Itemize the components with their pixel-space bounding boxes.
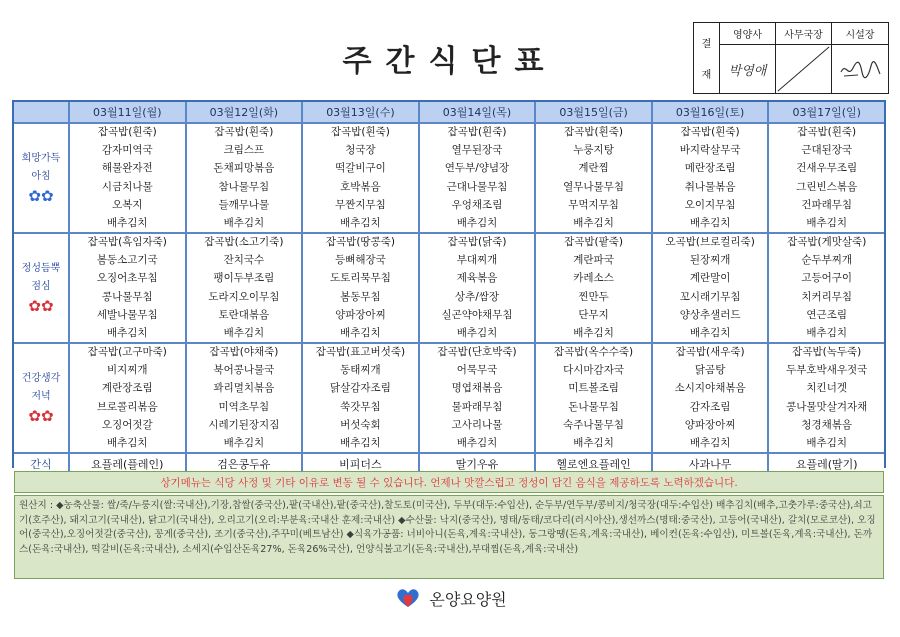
menu-item: 해물완자전 (101, 162, 153, 175)
approval-label-bottom: 재 (701, 70, 712, 81)
menu-item: 배추김치 (806, 326, 847, 339)
menu-item: 잡곡밥(표고버섯죽) (315, 346, 406, 358)
meal-label-line: 아침 (31, 171, 51, 182)
menu-item: 무먹지무침 (568, 198, 619, 211)
meal-label-line: 건강생각 (21, 373, 61, 384)
snack-cell: 사과나무 (653, 454, 768, 474)
menu-item: 잡곡밥(새우죽) (675, 346, 745, 358)
menu-item: 고등어구이 (801, 272, 853, 285)
menu-item: 배추김치 (106, 216, 148, 229)
menu-item: 버섯숙회 (340, 418, 381, 431)
day-header: 03월16일(토) (653, 102, 768, 122)
menu-item: 두부호박새우젓국 (786, 364, 868, 377)
menu-item: 부대찌개 (456, 254, 498, 267)
approval-box (693, 22, 889, 94)
menu-cell (653, 234, 768, 342)
org-name: 온양요양원 (429, 589, 507, 609)
menu-item: 잡곡밥(고구마죽) (87, 346, 167, 358)
menu-item: 등뼈해장국 (335, 254, 386, 267)
menu-item: 열무된장국 (451, 144, 503, 157)
menu-item: 미역초무침 (218, 400, 270, 413)
menu-item: 누룽지탕 (573, 144, 614, 157)
menu-item: 양파장아찌 (335, 308, 386, 321)
day-header: 03월14일(목) (420, 102, 535, 122)
snack-cell: 헬로엔요플레인 (536, 454, 651, 474)
menu-item: 시레기된장지짐 (208, 418, 280, 431)
weekly-menu-table (14, 102, 884, 474)
menu-item: 배추김치 (689, 436, 731, 449)
day-header: 03월17일(일) (769, 102, 884, 122)
signature-dietitian: 박영애 (720, 45, 776, 93)
menu-cell (187, 234, 302, 342)
menu-item: 계란파국 (573, 254, 614, 267)
menu-item: 배추김치 (340, 326, 381, 339)
menu-item: 상추/쌈장 (454, 290, 500, 303)
menu-item: 잡곡밥(흰죽) (97, 126, 157, 138)
menu-item: 숙주나물무침 (563, 418, 624, 431)
menu-item: 배추김치 (223, 436, 265, 449)
menu-item: 배추김치 (456, 216, 498, 229)
menu-item: 순두부찌개 (801, 254, 853, 267)
approval-role-manager: 사무국장 (776, 23, 832, 45)
menu-item: 닭살감자조림 (329, 382, 391, 395)
menu-item: 찐만두 (578, 290, 609, 303)
menu-item: 팽이두부조림 (213, 272, 275, 285)
approval-label (694, 23, 720, 93)
approval-role-director: 시설장 (832, 23, 888, 45)
menu-cell (187, 344, 302, 452)
menu-item: 물파래무침 (451, 400, 503, 413)
menu-item: 오복지 (112, 198, 143, 211)
menu-item: 근대나물무침 (446, 180, 508, 193)
menu-item: 계란찜 (578, 162, 609, 175)
menu-item: 연두부/양념장 (444, 162, 510, 175)
menu-item: 실곤약야채무침 (441, 308, 513, 321)
origin-info: 원산지 : ◆농축산물: 쌀/죽/누룽지(쌀:국내산),기장,찹쌀(중국산),팥(국내산),팥(중국산),찰도토(미국산), 두부(대두:수입산), 순두부/연두부/콩비지/청국장(대두:수입산) 배추김치(배추,고춧가루:중국산),쇠고기(호주산), 돼지고기(국내산), 닭고기(국내산), 오리고기(오리:부분육:국내산 훈제:국내산) ◆수산물: 낙지(중국산), 명태/동태/코다리(러시아산),생선까스(명태:중국산), 고등어(국내산), 갈치(모로코산), 오징어(중국산),오징어젓갈(중국산), 꽁게(중국산), 조기(중국산),주꾸미(베트남산) ◆식육가공품: 너비아니(돈육,계육:국내산), 동그랑땡(돈육,계육:국내산), 베이컨(돈육:수입산), 미트볼(돈육,계육:국내산), 돈까스(돈육:국내산), 떡갈비(돈육:국내산), 소세지(수입산돈육27%, 돈육26%국산), 언양식불고기(돈육:국내산),부대찜(돈육,계육:국내산) (14, 495, 884, 579)
menu-item: 토란대볶음 (218, 308, 270, 321)
signature-manager-empty (776, 45, 832, 93)
snack-cell: 검은콩두유 (187, 454, 302, 474)
menu-item: 양상추샐러드 (679, 308, 741, 321)
menu-item: 세발나물무침 (96, 308, 158, 321)
menu-item: 배추김치 (340, 436, 381, 449)
menu-item: 도라지오이무침 (208, 290, 280, 303)
day-header: 03월13일(수) (303, 102, 418, 122)
menu-item: 연근조림 (806, 308, 847, 321)
menu-item: 우엉채조림 (451, 198, 503, 211)
menu-item: 꼬시래기무침 (679, 290, 741, 303)
menu-item: 건새우무조림 (796, 162, 858, 175)
flower-icon: ✿✿ (28, 297, 54, 315)
menu-cell (187, 124, 302, 232)
menu-item: 감자조림 (689, 400, 731, 413)
menu-cell (420, 234, 535, 342)
menu-item: 어묵무국 (456, 364, 498, 377)
menu-item: 치커리무침 (801, 290, 853, 303)
menu-item: 배추김치 (573, 326, 614, 339)
menu-cell (769, 234, 884, 342)
menu-item: 닭곰탕 (694, 364, 726, 377)
menu-item: 잡곡밥(단호박죽) (437, 346, 517, 358)
menu-item: 잡곡밥(야채죽) (209, 346, 279, 358)
menu-item: 크림스프 (223, 144, 265, 157)
menu-item: 배추김치 (573, 216, 614, 229)
meal-label-line: 저녁 (31, 391, 51, 402)
day-header: 03월11일(월) (70, 102, 185, 122)
menu-item: 그린빈스볶음 (796, 180, 858, 193)
menu-item: 잡곡밥(게맛살죽) (787, 236, 867, 248)
menu-item: 된장찌개 (689, 254, 731, 267)
menu-item: 오이지무침 (684, 198, 736, 211)
menu-item: 오징어젓갈 (101, 418, 153, 431)
menu-item: 동태찌개 (340, 364, 381, 377)
menu-item: 소시지야채볶음 (674, 382, 746, 395)
menu-item: 잡곡밥(흰죽) (330, 126, 390, 138)
meal-row-label (14, 124, 68, 232)
snack-cell: 요플레(딸기) (769, 454, 884, 474)
menu-item: 배추김치 (106, 436, 148, 449)
menu-cell (303, 124, 418, 232)
menu-item: 다시마감자국 (563, 364, 624, 377)
menu-item: 배추김치 (806, 216, 847, 229)
menu-cell (303, 234, 418, 342)
footer (0, 586, 900, 610)
menu-item: 꽈리멸치볶음 (213, 382, 275, 395)
menu-item: 청국장 (345, 144, 376, 157)
day-header: 03월12일(화) (187, 102, 302, 122)
menu-item: 잡곡밥(옥수수죽) (553, 346, 634, 358)
menu-cell (769, 124, 884, 232)
meal-label-line: 점심 (31, 281, 51, 292)
menu-item: 브로콜리볶음 (96, 400, 158, 413)
menu-item: 잡곡밥(땅콩죽) (325, 236, 395, 248)
menu-item: 오곡밥(브로컬리죽) (665, 236, 755, 248)
flower-icon: ✿✿ (28, 407, 54, 425)
menu-item: 열무나물무침 (563, 180, 624, 193)
menu-item: 배추김치 (223, 326, 265, 339)
menu-item: 감자미역국 (101, 144, 153, 157)
menu-item: 양파장아찌 (684, 418, 736, 431)
menu-item: 들깨무나물 (218, 198, 270, 211)
menu-item: 잡곡밥(소고기죽) (204, 236, 284, 248)
snack-cell: 딸기우유 (420, 454, 535, 474)
menu-cell (303, 344, 418, 452)
menu-item: 치킨너겟 (806, 382, 847, 395)
menu-cell (70, 124, 185, 232)
meal-row-label (14, 234, 68, 342)
signature-director (832, 45, 888, 93)
menu-item: 비지찌개 (106, 364, 148, 377)
menu-item: 잡곡밥(흑임자죽) (87, 236, 167, 248)
menu-cell (420, 344, 535, 452)
heart-logo-icon (393, 587, 423, 609)
page-title: 주간식단표 (342, 44, 558, 79)
menu-item: 잡곡밥(흰죽) (797, 126, 857, 138)
snack-cell: 비피더스 (303, 454, 418, 474)
menu-item: 북어콩나물국 (213, 364, 275, 377)
menu-item: 배추김치 (340, 216, 381, 229)
menu-item: 봄동소고기국 (96, 254, 158, 267)
menu-item: 배추김치 (106, 326, 148, 339)
menu-item: 봄동무침 (340, 290, 381, 303)
flower-icon: ✿✿ (28, 187, 54, 205)
menu-cell (420, 124, 535, 232)
menu-item: 취나물볶음 (684, 180, 736, 193)
menu-item: 배추김치 (689, 216, 731, 229)
table-corner (14, 102, 68, 122)
menu-item: 고사리나물 (451, 418, 503, 431)
meal-row-label (14, 344, 68, 452)
menu-item: 오징어초무침 (96, 272, 158, 285)
menu-item: 청경채볶음 (801, 418, 853, 431)
meal-label-line: 정성듬뿍 (21, 263, 61, 274)
menu-item: 근대된장국 (801, 144, 853, 157)
menu-item: 단무지 (578, 308, 609, 321)
menu-item: 잡곡밥(팥죽) (564, 236, 624, 248)
menu-item: 돈나물무침 (568, 400, 619, 413)
menu-item: 잡곡밥(흰죽) (564, 126, 624, 138)
menu-item: 카레소스 (573, 272, 614, 285)
menu-cell (70, 344, 185, 452)
menu-item: 명엽채볶음 (451, 382, 503, 395)
menu-item: 콩나물맛살겨자채 (786, 400, 868, 413)
menu-item: 떡갈비구이 (335, 162, 386, 175)
menu-item: 계란말이 (689, 272, 731, 285)
menu-item: 잡곡밥(녹두죽) (792, 346, 862, 358)
menu-item: 건파래무침 (801, 198, 853, 211)
menu-item: 무짠지무침 (335, 198, 386, 211)
menu-item: 배추김치 (456, 326, 498, 339)
menu-cell (536, 234, 651, 342)
menu-item: 잔치국수 (223, 254, 265, 267)
menu-item: 잡곡밥(흰죽) (680, 126, 740, 138)
menu-item: 계란장조림 (101, 382, 153, 395)
menu-item: 배추김치 (456, 436, 498, 449)
menu-item: 잡곡밥(흰죽) (447, 126, 507, 138)
menu-item: 미트볼조림 (568, 382, 619, 395)
approval-label-top: 결 (701, 39, 712, 50)
menu-cell (70, 234, 185, 342)
menu-cell (536, 124, 651, 232)
approval-role-dietitian: 영양사 (720, 23, 776, 45)
menu-item: 콩나물무침 (101, 290, 153, 303)
menu-item: 제육볶음 (456, 272, 498, 285)
menu-item: 배추김치 (806, 436, 847, 449)
menu-item: 참나물무침 (218, 180, 270, 193)
menu-item: 시금치나물 (101, 180, 153, 193)
menu-item: 배추김치 (223, 216, 265, 229)
menu-item: 돈채피망볶음 (213, 162, 275, 175)
snack-cell: 요플레(플레인) (70, 454, 185, 474)
meal-label-line: 희망가득 (21, 153, 61, 164)
menu-item: 메란장조림 (684, 162, 736, 175)
menu-item: 도토리묵무침 (329, 272, 391, 285)
menu-item: 잡곡밥(닭죽) (447, 236, 507, 248)
notice-banner: 상기메뉴는 식당 사정 및 기타 이유로 변동 될 수 있습니다. 언제나 맛깔스럽고 정성이 담긴 음식을 제공하도록 노력하겠습니다. (14, 471, 884, 493)
snack-row-label: 간식 (14, 454, 68, 474)
menu-item: 배추김치 (573, 436, 614, 449)
day-header: 03월15일(금) (536, 102, 651, 122)
menu-cell (536, 344, 651, 452)
menu-item: 잡곡밥(흰죽) (214, 126, 274, 138)
menu-cell (653, 124, 768, 232)
menu-item: 쑥갓무침 (340, 400, 381, 413)
menu-item: 배추김치 (689, 326, 731, 339)
menu-cell (653, 344, 768, 452)
menu-item: 바지락살무국 (679, 144, 741, 157)
menu-cell (769, 344, 884, 452)
menu-item: 호박볶음 (340, 180, 381, 193)
